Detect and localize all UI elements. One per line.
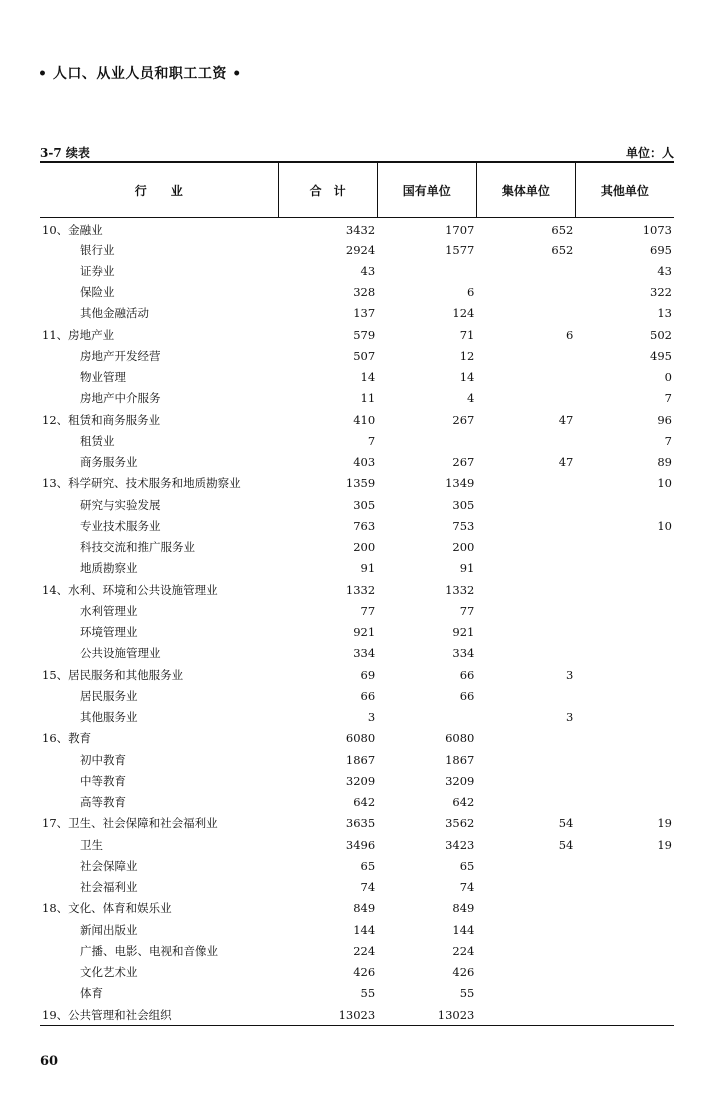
industry-name-cell: 保险业 xyxy=(80,285,115,300)
column-header-other: 其他单位 xyxy=(575,162,674,218)
state-cell xyxy=(377,430,476,451)
collective-cell: 6 xyxy=(566,327,574,342)
collective-cell xyxy=(476,303,575,324)
total-cell: 1332 xyxy=(345,582,376,597)
total-cell: 200 xyxy=(353,540,376,555)
column-header-industry: 行 业 xyxy=(40,162,278,218)
total-cell: 3432 xyxy=(345,223,376,237)
state-cell: 66 xyxy=(459,667,475,682)
table-row xyxy=(40,537,674,558)
other-cell xyxy=(575,898,674,919)
other-cell xyxy=(575,494,674,515)
other-cell: 495 xyxy=(650,348,672,363)
industry-name-cell: 10、金融业 xyxy=(42,223,103,237)
table-row xyxy=(40,239,674,260)
state-cell: 14 xyxy=(459,370,475,385)
total-cell: 69 xyxy=(360,667,376,682)
total-cell: 77 xyxy=(360,603,376,618)
state-cell: 55 xyxy=(459,986,475,1001)
collective-cell: 47 xyxy=(558,412,574,427)
other-cell: 7 xyxy=(664,391,672,406)
total-cell: 13023 xyxy=(278,1004,377,1026)
state-cell: 3562 xyxy=(445,816,475,831)
other-cell xyxy=(575,728,674,749)
table-row xyxy=(40,983,674,1004)
other-cell xyxy=(575,600,674,621)
other-cell: 10 xyxy=(657,476,672,491)
collective-cell xyxy=(476,898,575,919)
collective-cell xyxy=(476,855,575,876)
state-cell: 144 xyxy=(452,922,475,937)
total-cell: 7 xyxy=(367,433,376,448)
industry-name-cell: 居民服务业 xyxy=(80,688,138,703)
collective-cell xyxy=(476,345,575,366)
total-cell: 2924 xyxy=(345,242,376,257)
collective-cell: 54 xyxy=(558,837,574,852)
table-row xyxy=(40,877,674,898)
total-cell: 224 xyxy=(353,943,376,958)
employment-table xyxy=(40,161,674,1026)
industry-name-cell: 房地产中介服务 xyxy=(80,391,161,406)
total-cell: 921 xyxy=(353,625,376,640)
industry-name-cell: 16、教育 xyxy=(42,731,92,746)
total-cell: 11 xyxy=(360,391,376,406)
industry-name-cell: 社会保障业 xyxy=(80,858,138,873)
total-cell: 3 xyxy=(367,710,376,725)
table-row xyxy=(40,218,674,240)
collective-cell xyxy=(476,430,575,451)
other-cell: 7 xyxy=(664,433,672,448)
industry-name-cell: 17、卫生、社会保障和社会福利业 xyxy=(42,816,218,831)
table-id: 3-7 续表 xyxy=(40,146,90,160)
collective-cell xyxy=(476,643,575,664)
other-cell: 10 xyxy=(657,518,672,533)
industry-name-cell: 其他服务业 xyxy=(80,710,138,725)
other-cell xyxy=(575,770,674,791)
other-cell: 43 xyxy=(657,263,672,278)
state-cell: 224 xyxy=(452,943,475,958)
other-cell xyxy=(575,877,674,898)
total-cell: 3635 xyxy=(345,816,376,831)
total-cell: 1867 xyxy=(345,752,376,767)
table-row xyxy=(40,792,674,813)
total-cell: 6080 xyxy=(345,731,376,746)
industry-name-cell: 商务服务业 xyxy=(80,455,138,470)
industry-name-cell: 新闻出版业 xyxy=(80,922,138,937)
table-row xyxy=(40,643,674,664)
table-row xyxy=(40,898,674,919)
collective-cell: 652 xyxy=(551,242,574,257)
total-cell: 3209 xyxy=(345,773,376,788)
collective-cell xyxy=(476,770,575,791)
other-cell xyxy=(575,558,674,579)
other-cell xyxy=(575,664,674,685)
total-cell: 14 xyxy=(360,370,376,385)
state-cell: 849 xyxy=(452,901,475,916)
industry-name-cell: 地质勘察业 xyxy=(80,561,138,576)
total-cell: 65 xyxy=(360,858,376,873)
table-row xyxy=(40,1004,674,1026)
other-cell xyxy=(575,685,674,706)
collective-cell xyxy=(476,983,575,1004)
collective-cell xyxy=(476,749,575,770)
state-cell: 200 xyxy=(452,540,475,555)
collective-cell xyxy=(476,515,575,536)
other-cell: 13 xyxy=(657,306,672,321)
state-cell: 3209 xyxy=(445,773,475,788)
total-cell: 763 xyxy=(353,518,376,533)
collective-cell xyxy=(476,877,575,898)
other-cell xyxy=(575,983,674,1004)
state-cell: 1577 xyxy=(445,242,475,257)
state-cell: 91 xyxy=(459,561,475,576)
other-cell xyxy=(575,579,674,600)
state-cell: 305 xyxy=(452,497,475,512)
collective-cell: 54 xyxy=(558,816,574,831)
table-row xyxy=(40,515,674,536)
industry-name-cell: 14、水利、环境和公共设施管理业 xyxy=(42,582,218,597)
table-row xyxy=(40,855,674,876)
column-header-collective: 集体单位 xyxy=(476,162,575,218)
state-cell: 6 xyxy=(467,285,475,300)
collective-cell xyxy=(476,919,575,940)
table-row xyxy=(40,260,674,281)
table-row xyxy=(40,940,674,961)
industry-name-cell: 证券业 xyxy=(80,263,115,278)
state-cell: 1332 xyxy=(445,582,475,597)
state-cell: 642 xyxy=(452,795,475,810)
collective-cell xyxy=(476,1004,575,1026)
table-row xyxy=(40,685,674,706)
table-row xyxy=(40,282,674,303)
table-row xyxy=(40,579,674,600)
table-row xyxy=(40,834,674,855)
other-cell: 89 xyxy=(657,455,672,470)
state-cell: 1707 xyxy=(445,223,475,237)
state-cell: 12 xyxy=(459,348,475,363)
state-cell: 1349 xyxy=(445,476,475,491)
other-cell xyxy=(575,962,674,983)
collective-cell: 652 xyxy=(551,223,574,237)
table-row xyxy=(40,324,674,345)
page-header-title: • 人口、从业人员和职工工资 • xyxy=(38,66,242,82)
industry-name-cell: 15、居民服务和其他服务业 xyxy=(42,667,184,682)
collective-cell xyxy=(476,282,575,303)
table-row xyxy=(40,409,674,430)
table-row xyxy=(40,770,674,791)
other-cell: 19 xyxy=(657,816,672,831)
total-cell: 403 xyxy=(353,455,376,470)
collective-cell xyxy=(476,494,575,515)
other-cell: 0 xyxy=(664,370,672,385)
table-row xyxy=(40,707,674,728)
table-row xyxy=(40,303,674,324)
other-cell xyxy=(575,792,674,813)
collective-cell xyxy=(476,728,575,749)
industry-name-cell: 19、公共管理和社会组织 xyxy=(40,1004,278,1026)
collective-cell xyxy=(476,473,575,494)
industry-name-cell: 物业管理 xyxy=(80,370,126,385)
other-cell xyxy=(575,537,674,558)
state-cell xyxy=(377,707,476,728)
total-cell: 642 xyxy=(353,795,376,810)
column-header-state: 国有单位 xyxy=(377,162,476,218)
total-cell: 507 xyxy=(353,348,376,363)
industry-name-cell: 18、文化、体育和娱乐业 xyxy=(42,901,172,916)
collective-cell xyxy=(476,260,575,281)
table-row xyxy=(40,919,674,940)
industry-name-cell: 社会福利业 xyxy=(80,880,138,895)
table-row xyxy=(40,600,674,621)
total-cell: 55 xyxy=(360,986,376,1001)
industry-name-cell: 中等教育 xyxy=(80,773,126,788)
table-row xyxy=(40,728,674,749)
state-cell xyxy=(377,260,476,281)
total-cell: 305 xyxy=(353,497,376,512)
collective-cell xyxy=(476,388,575,409)
industry-name-cell: 文化艺术业 xyxy=(80,965,138,980)
state-cell: 66 xyxy=(459,688,475,703)
other-cell xyxy=(575,855,674,876)
total-cell: 43 xyxy=(360,263,376,278)
table-row xyxy=(40,494,674,515)
other-cell xyxy=(575,749,674,770)
state-cell: 267 xyxy=(452,412,475,427)
table-row xyxy=(40,430,674,451)
collective-cell xyxy=(476,685,575,706)
industry-name-cell: 研究与实验发展 xyxy=(80,497,161,512)
table-row xyxy=(40,558,674,579)
other-cell xyxy=(575,1004,674,1026)
total-cell: 3496 xyxy=(345,837,376,852)
industry-name-cell: 广播、电影、电视和音像业 xyxy=(80,943,218,958)
industry-name-cell: 其他金融活动 xyxy=(80,306,149,321)
other-cell xyxy=(575,940,674,961)
collective-cell xyxy=(476,600,575,621)
total-cell: 1359 xyxy=(345,476,376,491)
industry-name-cell: 卫生 xyxy=(80,837,103,852)
state-cell: 921 xyxy=(452,625,475,640)
other-cell: 96 xyxy=(657,412,672,427)
total-cell: 579 xyxy=(353,327,376,342)
state-cell: 74 xyxy=(459,880,475,895)
industry-name-cell: 环境管理业 xyxy=(80,625,138,640)
column-header-total: 合 计 xyxy=(278,162,377,218)
total-cell: 91 xyxy=(360,561,376,576)
industry-name-cell: 水利管理业 xyxy=(80,603,138,618)
total-cell: 144 xyxy=(353,922,376,937)
collective-cell xyxy=(476,792,575,813)
state-cell: 426 xyxy=(452,965,475,980)
state-cell: 3423 xyxy=(445,837,475,852)
total-cell: 137 xyxy=(353,306,376,321)
industry-name-cell: 初中教育 xyxy=(80,752,126,767)
industry-name-cell: 专业技术服务业 xyxy=(80,518,161,533)
state-cell: 71 xyxy=(459,327,475,342)
state-cell: 334 xyxy=(452,646,475,661)
other-cell xyxy=(575,707,674,728)
state-cell: 753 xyxy=(452,518,475,533)
state-cell: 65 xyxy=(459,858,475,873)
table-row xyxy=(40,367,674,388)
other-cell xyxy=(575,622,674,643)
table-header-row xyxy=(40,162,674,218)
other-cell: 322 xyxy=(650,285,672,300)
state-cell: 267 xyxy=(452,455,475,470)
other-cell xyxy=(575,919,674,940)
state-cell: 6080 xyxy=(445,731,475,746)
total-cell: 426 xyxy=(353,965,376,980)
collective-cell: 47 xyxy=(558,455,574,470)
industry-name-cell: 银行业 xyxy=(80,242,115,257)
industry-name-cell: 公共设施管理业 xyxy=(80,646,161,661)
unit-label: 单位：人 xyxy=(625,146,674,160)
industry-name-cell: 体育 xyxy=(80,986,103,1001)
table-row xyxy=(40,345,674,366)
industry-name-cell: 12、租赁和商务服务业 xyxy=(42,412,161,427)
state-cell: 77 xyxy=(459,603,475,618)
other-cell: 695 xyxy=(650,242,672,257)
table-row xyxy=(40,813,674,834)
table-row xyxy=(40,962,674,983)
total-cell: 410 xyxy=(353,412,376,427)
total-cell: 328 xyxy=(353,285,376,300)
other-cell: 19 xyxy=(657,837,672,852)
table-row xyxy=(40,388,674,409)
collective-cell xyxy=(476,579,575,600)
collective-cell xyxy=(476,558,575,579)
table-row xyxy=(40,622,674,643)
page-number: 60 xyxy=(40,1054,59,1069)
total-cell: 334 xyxy=(353,646,376,661)
state-cell: 124 xyxy=(452,306,475,321)
industry-name-cell: 科技交流和推广服务业 xyxy=(80,540,195,555)
state-cell: 4 xyxy=(467,391,475,406)
total-cell: 66 xyxy=(360,688,376,703)
collective-cell xyxy=(476,962,575,983)
state-cell: 1867 xyxy=(445,752,475,767)
industry-name-cell: 13、科学研究、技术服务和地质勘察业 xyxy=(42,476,241,491)
collective-cell xyxy=(476,367,575,388)
industry-name-cell: 房地产开发经营 xyxy=(80,348,161,363)
collective-cell: 3 xyxy=(566,667,574,682)
table-row xyxy=(40,473,674,494)
industry-name-cell: 11、房地产业 xyxy=(42,327,115,342)
industry-name-cell: 租赁业 xyxy=(80,433,115,448)
table-body xyxy=(40,218,674,1026)
industry-name-cell: 高等教育 xyxy=(80,795,126,810)
collective-cell xyxy=(476,622,575,643)
collective-cell xyxy=(476,537,575,558)
table-row xyxy=(40,749,674,770)
table-row xyxy=(40,452,674,473)
other-cell: 502 xyxy=(650,327,672,342)
other-cell xyxy=(575,643,674,664)
collective-cell xyxy=(476,940,575,961)
total-cell: 849 xyxy=(353,901,376,916)
state-cell: 13023 xyxy=(377,1004,476,1026)
table-row xyxy=(40,664,674,685)
other-cell: 1073 xyxy=(642,223,672,237)
collective-cell: 3 xyxy=(566,710,574,725)
total-cell: 74 xyxy=(360,880,376,895)
